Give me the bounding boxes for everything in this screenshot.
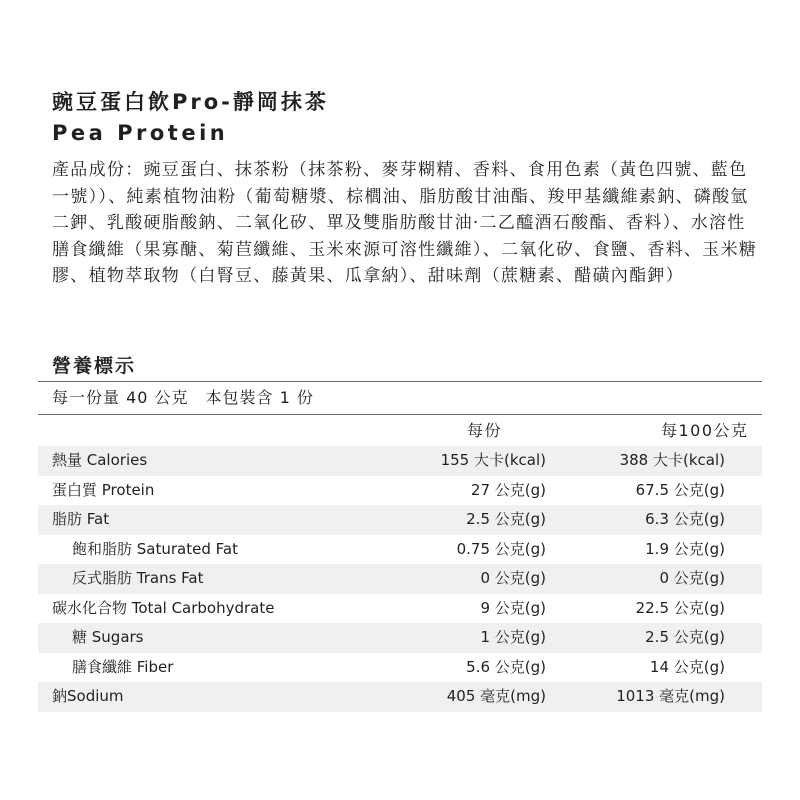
row-value-per-serving: 0.75 公克(g) <box>456 539 546 558</box>
row-value-per-serving: 2.5 公克(g) <box>466 510 546 528</box>
table-row-sugars <box>38 623 762 653</box>
table-row-saturated-fat <box>38 535 762 565</box>
row-value-per-serving: 1 公克(g) <box>480 628 546 646</box>
column-header-per-serving: 每份 <box>467 421 503 440</box>
nutrition-table <box>38 446 762 712</box>
row-label: 鈉Sodium <box>52 687 124 705</box>
row-value-per-serving: 9 公克(g) <box>480 598 546 617</box>
table-row-fiber <box>38 653 762 683</box>
product-title-zh: 豌豆蛋白飲Pro-靜岡抹茶 <box>52 90 329 114</box>
table-row-carbohydrate <box>38 594 762 624</box>
row-label: 反式脂肪 Trans Fat <box>72 569 204 587</box>
row-value-per-serving: 0 公克(g) <box>480 569 546 587</box>
row-value-per-100g: 67.5 公克(g) <box>635 480 725 499</box>
row-value-per-100g: 1.9 公克(g) <box>645 539 725 558</box>
ingredients-text: 產品成份：豌豆蛋白、抹茶粉（抹茶粉、麥芽糊精、香料、食用色素（黃色四號、藍色一號））、純素植物油粉（葡萄糖漿、棕櫚油、脂肪酸甘油酯、羧甲基纖維素鈉、磷酸氫二鉀、乳酸硬脂酸鈉、二氧化矽、單及雙脂肪酸甘油·二乙醯酒石酸酯、香料）、水溶性膳食纖維（果寡醣、菊苣纖維、玉米來源可溶性纖維）、二氧化矽、食鹽、香料、玉米糖膠、植物萃取物（白腎豆、藤黃果、瓜拿納）、甜味劑（蔗糖素、醋磺內酯鉀） <box>52 160 758 286</box>
serving-info: 每一份量 40 公克 本包裝含 1 份 <box>52 388 314 407</box>
table-row-trans-fat <box>38 564 762 594</box>
row-value-per-100g: 0 公克(g) <box>659 569 725 587</box>
row-label: 蛋白質 Protein <box>52 480 155 499</box>
table-row-sodium <box>38 682 762 712</box>
table-row-fat <box>38 505 762 535</box>
row-value-per-serving: 405 毫克(mg) <box>446 687 546 705</box>
row-value-per-100g: 388 大卡(kcal) <box>619 451 725 469</box>
divider-top <box>38 381 762 382</box>
row-label: 膳食纖維 Fiber <box>72 657 174 676</box>
row-label: 碳水化合物 Total Carbohydrate <box>52 598 275 617</box>
column-header-per-100g: 每100公克 <box>661 421 749 440</box>
row-label: 熱量 Calories <box>52 451 148 469</box>
row-label: 糖 Sugars <box>72 628 144 646</box>
row-label: 飽和脂肪 Saturated Fat <box>72 539 238 558</box>
product-title-en: Pea Protein <box>52 121 229 145</box>
table-row-protein <box>38 476 762 506</box>
nutrition-heading: 營養標示 <box>52 355 137 377</box>
row-value-per-100g: 14 公克(g) <box>649 657 725 676</box>
row-value-per-serving: 5.6 公克(g) <box>466 657 546 676</box>
row-value-per-100g: 22.5 公克(g) <box>635 598 725 617</box>
row-label: 脂肪 Fat <box>52 510 110 528</box>
row-value-per-serving: 27 公克(g) <box>470 480 546 499</box>
row-value-per-100g: 1013 毫克(mg) <box>616 687 725 705</box>
row-value-per-100g: 2.5 公克(g) <box>645 628 725 646</box>
divider-serving <box>38 414 762 415</box>
table-row-calories <box>38 446 762 476</box>
row-value-per-serving: 155 大卡(kcal) <box>440 451 546 469</box>
row-value-per-100g: 6.3 公克(g) <box>645 510 725 528</box>
